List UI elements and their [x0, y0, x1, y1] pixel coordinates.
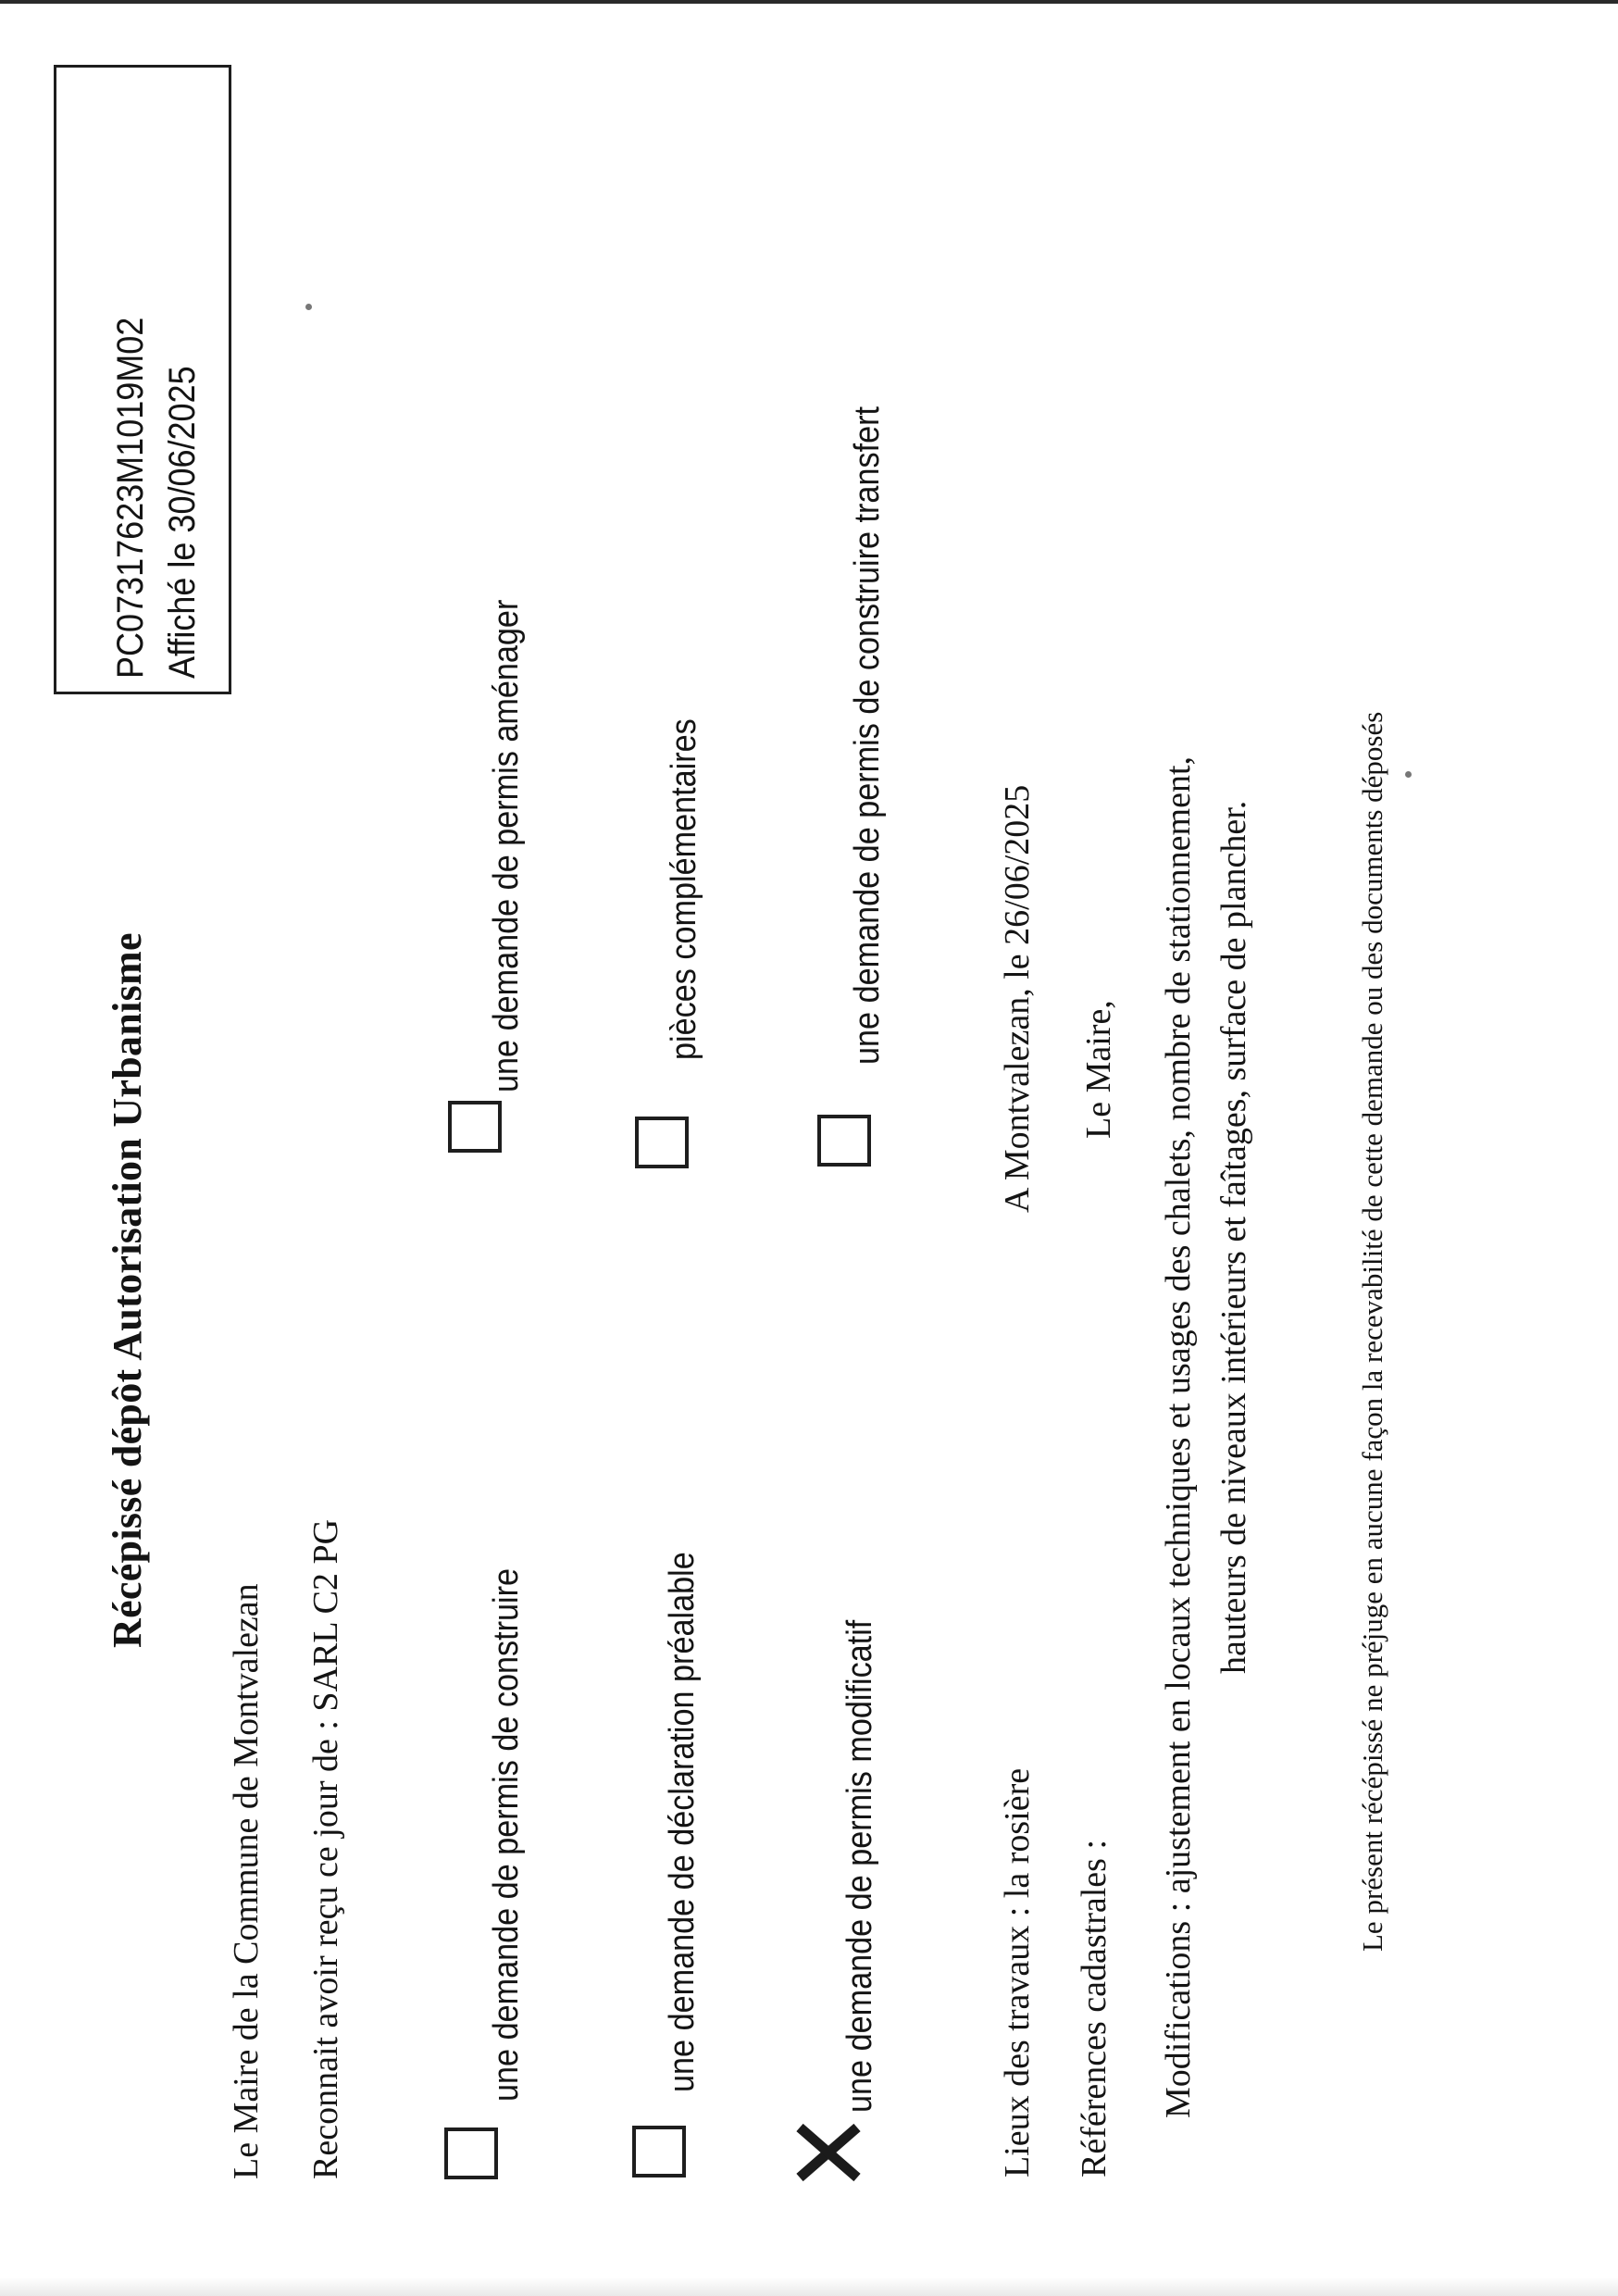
modifications-line-2: hauteurs de niveaux intérieurs et faîtages, surface de plancher. [1214, 800, 1253, 1674]
lieux-travaux-line: Lieux des travaux : la rosière [998, 1767, 1037, 2177]
maire-signature-line: Le Maire, [1079, 1000, 1118, 1139]
scan-edge-bottom [0, 2277, 1618, 2296]
option-permis-construire-transfert-label: une demande de permis de construire transfert [848, 406, 887, 1065]
reference-box [54, 65, 231, 694]
checkbox-pieces-complementaires[interactable] [635, 1117, 689, 1168]
scan-speck [305, 304, 312, 310]
footer-disclaimer: Le présent récépissé ne préjuge en aucune façon la recevabilité de cette demande ou des documents déposés [1356, 711, 1388, 1952]
modifications-line-1: Modifications : ajustement en locaux techniques et usages des chalets, nombre de stationnement, [1159, 755, 1198, 2118]
reconnait-line: Reconnait avoir reçu ce jour de : SARL C2 PG [306, 1518, 345, 2179]
checkbox-declaration-prealable[interactable] [632, 2126, 686, 2177]
references-cadastrales-line: Références cadastrales : [1075, 1839, 1114, 2177]
option-permis-construire-label: une demande de permis de construire [487, 1567, 526, 2102]
checkbox-permis-construire-transfert[interactable] [817, 1115, 871, 1167]
checkbox-permis-construire[interactable] [444, 2128, 498, 2179]
document-title: Récépissé dépôt Autorisation Urbanisme [105, 932, 150, 1648]
scan-speck [1405, 771, 1412, 778]
option-declaration-prealable-label: une demande de déclaration préalable [663, 1552, 702, 2092]
option-pieces-complementaires-label: pièces complémentaires [665, 718, 703, 1060]
x-mark-svg [796, 2122, 861, 2183]
option-permis-amenager-label: une demande de permis aménager [487, 599, 526, 1092]
x-check-mark-icon[interactable] [796, 2122, 861, 2183]
option-permis-modificatif-label: une demande de permis modificatif [840, 1619, 879, 2113]
maire-commune-line: Le Maire de la Commune de Montvalezan [227, 1583, 266, 2179]
reference-number: PC07317623M1019M02 [110, 317, 151, 679]
checkbox-permis-amenager[interactable] [448, 1101, 502, 1153]
place-date-line: A Montvalezan, le 26/06/2025 [998, 784, 1037, 1213]
posting-date: Affiché le 30/06/2025 [162, 366, 203, 679]
